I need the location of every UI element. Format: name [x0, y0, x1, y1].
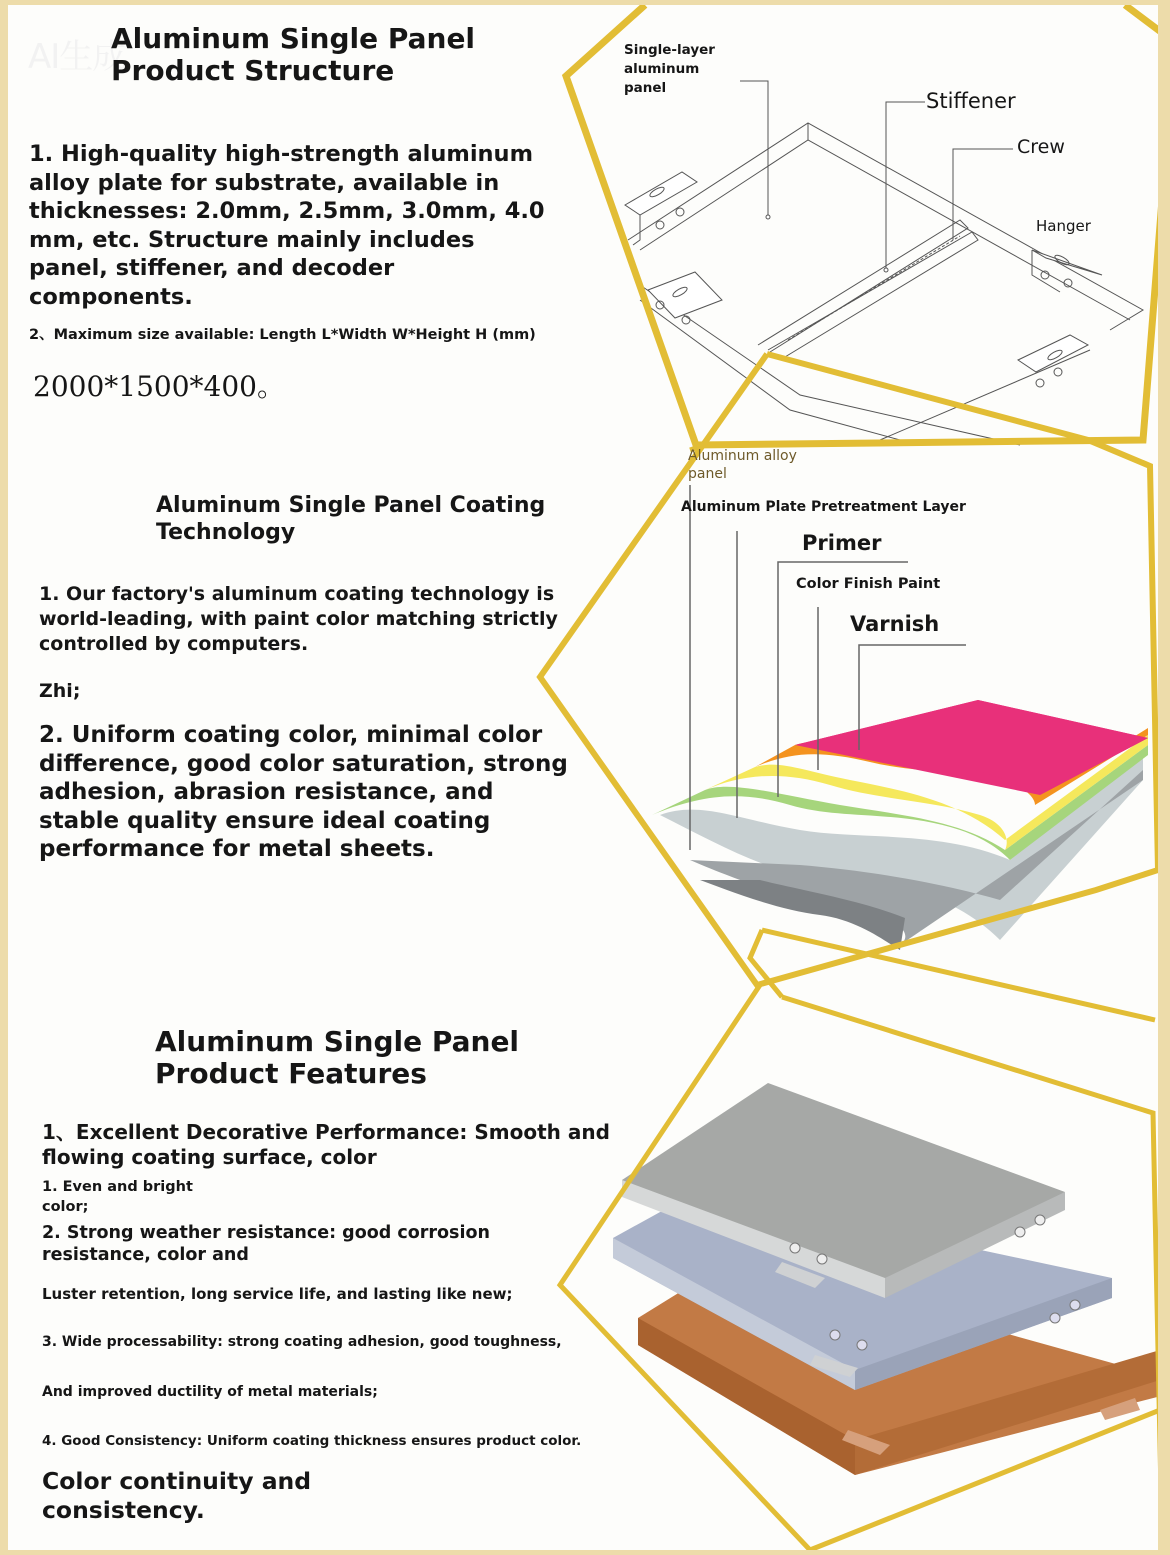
structure-point-1: 1. High-quality high-strength aluminum alloy plate for substrate, available in thicknesses: 2.0mm, 2.5mm, 3.0mm, 4.0 mm, etc. Structure mainly includes panel, stiffener, and decoder components. [29, 141, 545, 310]
coating-point-1: 1. Our factory's aluminum coating technology is world-leading, with paint color matching strictly controlled by computers. [39, 583, 558, 655]
coating-title: Aluminum Single Panel Coating Technology [156, 493, 546, 545]
feature-point-4: 4. Good Consistency: Uniform coating thickness ensures product color. [42, 1433, 582, 1449]
feature-point-3-cont: And improved ductility of metal materials; [42, 1384, 378, 1400]
hanger-mid-left [648, 272, 722, 324]
hanger-bottom-right [1018, 335, 1088, 387]
feature-point-2: 2. Strong weather resistance: good corrosion resistance, color and [42, 1223, 490, 1265]
coating-point-2: 2. Uniform coating color, minimal color difference, good color saturation, strong adhesion, abrasion resistance, and stable quality ensure ideal coating performance for metal sheets. [39, 722, 568, 862]
structure-point-2: 2、Maximum size available: Length L*Width W*Height H (mm) [29, 327, 536, 343]
product-sheet [8, 5, 1158, 1550]
feature-point-1: 1、Excellent Decorative Performance: Smooth and flowing coating surface, color [42, 1120, 610, 1169]
stacked-panels-drawing [613, 1083, 1158, 1475]
feature-point-2-cont: Luster retention, long service life, and lasting like new; [42, 1285, 513, 1303]
label-color-finish-paint: Color Finish Paint [796, 576, 941, 592]
features-title: Aluminum Single Panel Product Features [155, 1025, 520, 1090]
features-closing: Color continuity and consistency. [42, 1467, 312, 1524]
label-pretreatment-layer: Aluminum Plate Pretreatment Layer [681, 499, 966, 515]
coating-layers-drawing [652, 485, 1148, 950]
label-alloy-panel: Aluminum alloy panel [688, 448, 797, 482]
label-varnish: Varnish [850, 612, 940, 636]
label-stiffener: Stiffener [926, 89, 1016, 113]
hanger-right [1032, 250, 1102, 292]
max-size-value: 2000*1500*400。 [33, 370, 285, 403]
watermark: AI生成 [28, 37, 126, 77]
gold-outline-polygons [540, 5, 1158, 1550]
label-single-layer-panel: Single-layer aluminum panel [624, 42, 715, 96]
hanger-top-left [625, 172, 697, 245]
label-primer: Primer [802, 531, 882, 555]
coating-note: Zhi; [39, 680, 81, 702]
feature-point-3: 3. Wide processability: strong coating adhesion, good toughness, [42, 1334, 562, 1350]
label-hanger: Hanger [1036, 217, 1091, 235]
label-crew: Crew [1017, 136, 1065, 158]
structure-title: Aluminum Single Panel Product Structure [111, 22, 476, 87]
feature-point-1-sub: 1. Even and bright color; [42, 1179, 193, 1215]
panel-structure-drawing [625, 81, 1143, 445]
